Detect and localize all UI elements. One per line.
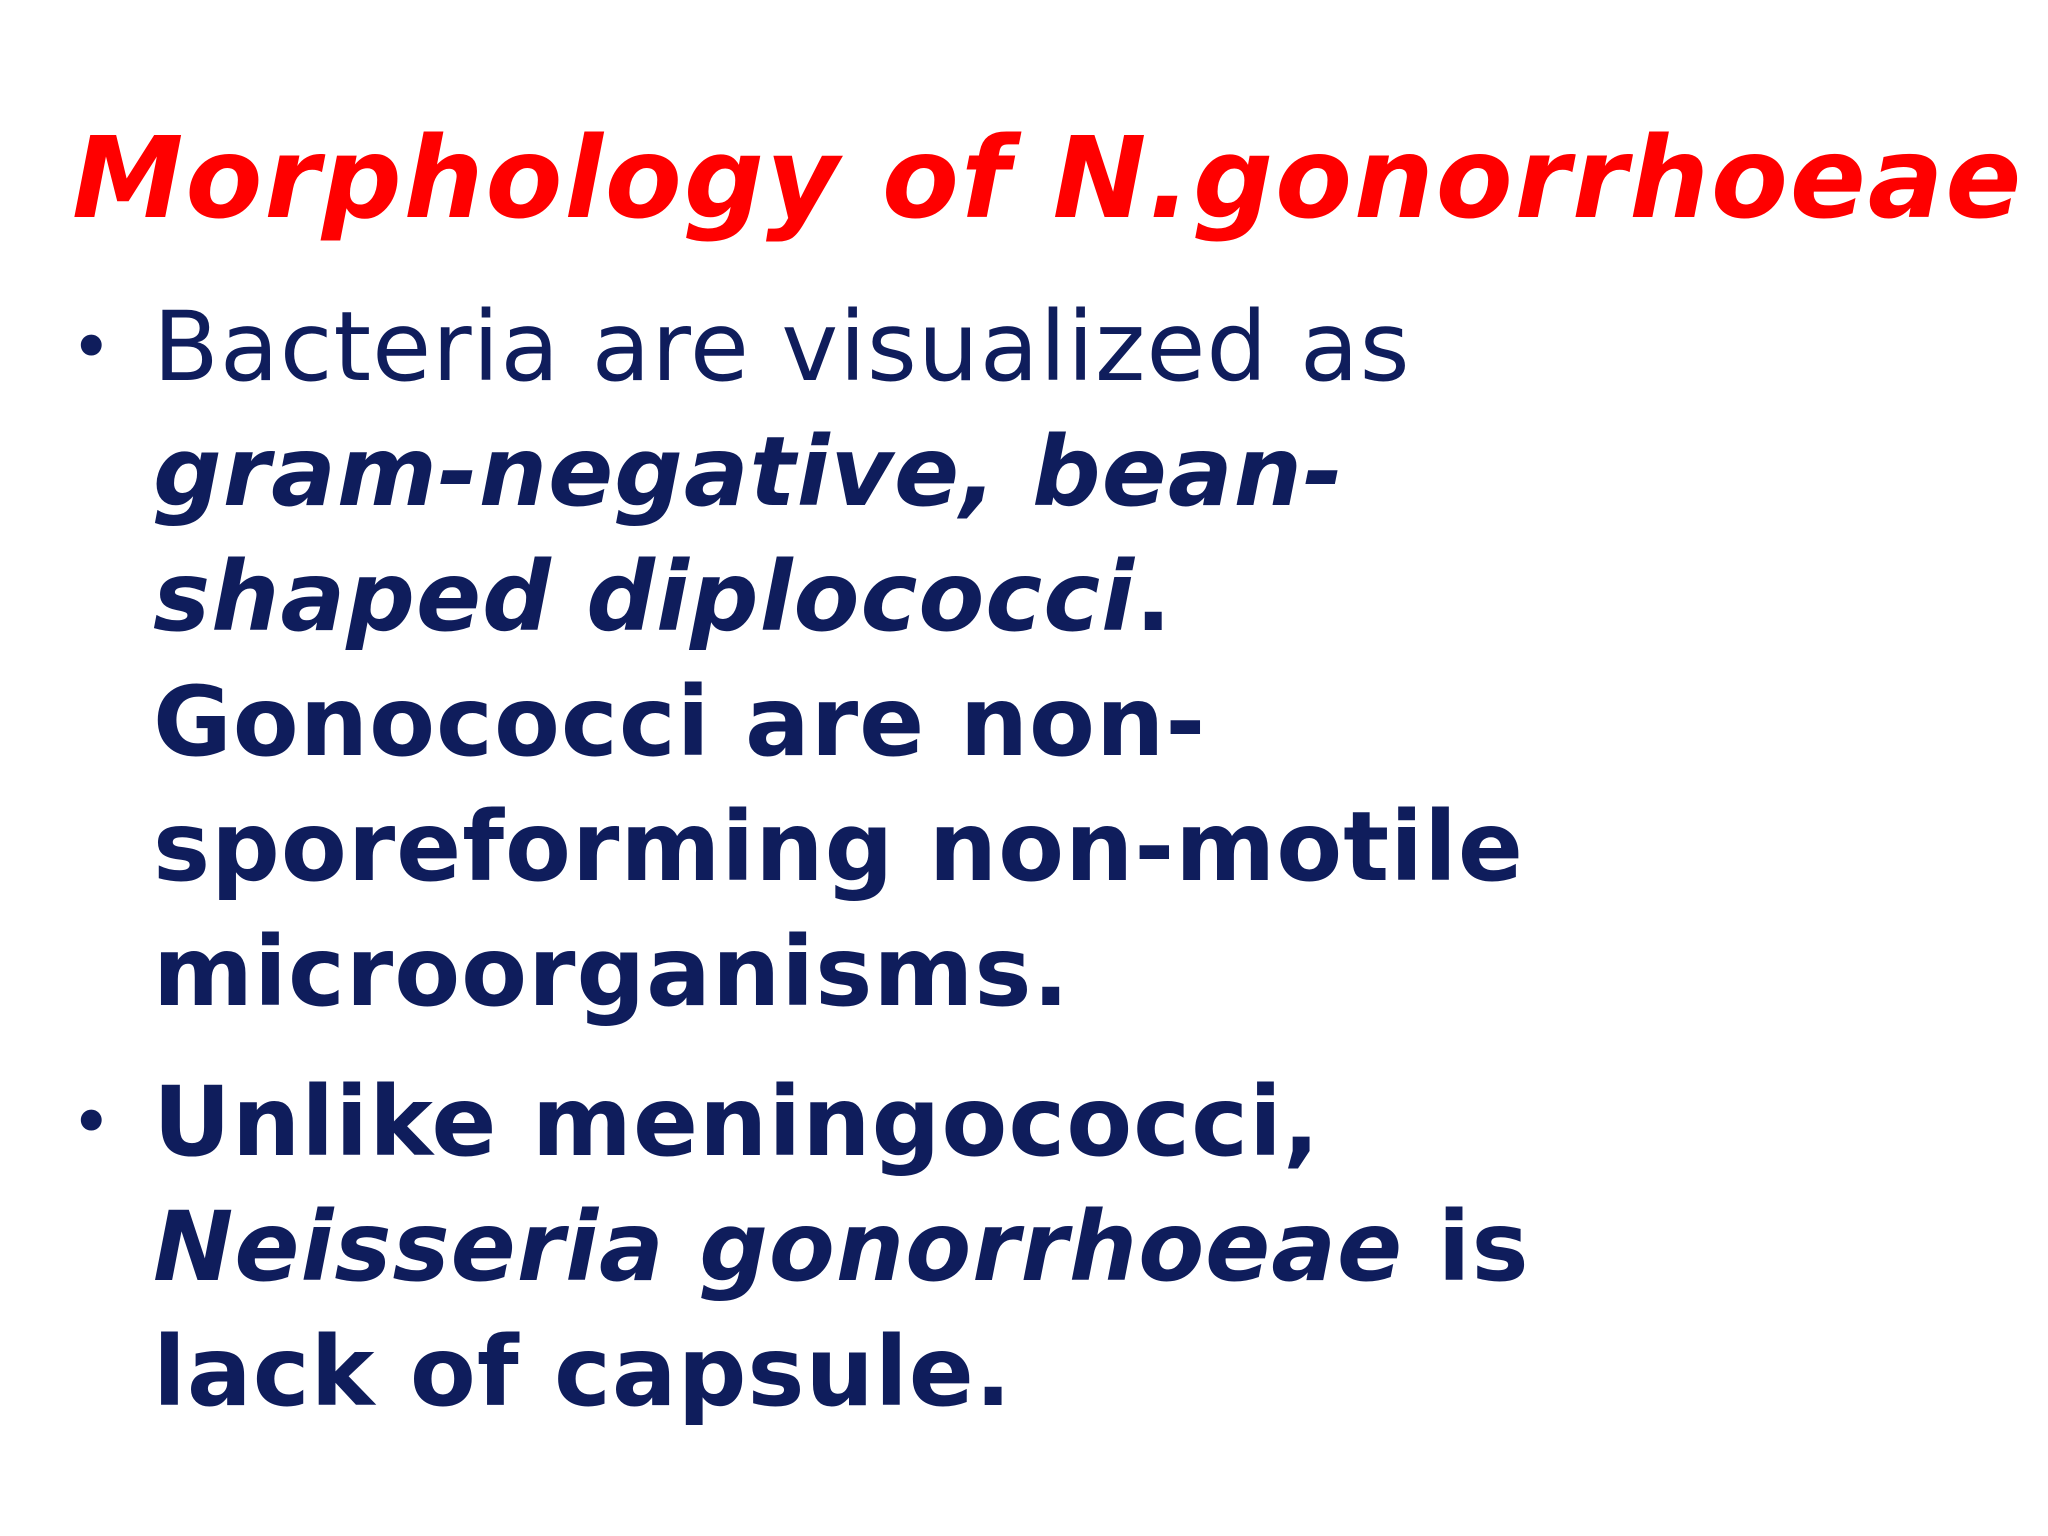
bullet-text-bold: . Gonococci are non-sporeforming non-motile microorganisms. — [153, 541, 1525, 1028]
bullet-item — [60, 285, 1740, 1035]
bullet-text-regular: Bacteria are visualized as — [153, 291, 1411, 403]
bullet-text-bold: Unlike meningococci, — [153, 1066, 1321, 1178]
slide-title: Morphology of N.gonorrhoeae — [72, 114, 2024, 244]
bullet-text-bold: is lack of capsule. — [153, 1191, 1530, 1428]
bullet-text-emphasis: gram-negative, bean-shaped diplococci — [153, 416, 1344, 653]
bullet-marker: • — [70, 305, 114, 389]
bullet-list — [60, 285, 1740, 1435]
bullet-marker: • — [70, 1080, 114, 1164]
bullet-text-emphasis: Neisseria gonorrhoeae — [153, 1191, 1404, 1303]
bullet-item — [60, 1060, 1740, 1435]
